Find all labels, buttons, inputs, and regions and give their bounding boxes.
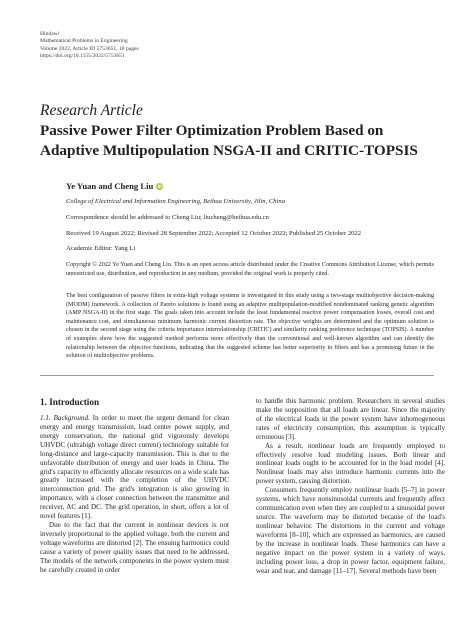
article-type: Research Article <box>40 102 143 119</box>
subsection-heading: 1.1. Background. <box>40 414 90 422</box>
body-paragraph: Consumers frequently employ nonlinear loads [5–7] in power systems, which have nonsinusoidal currents and frequently affect communication even when they are coupled to a sinusoidal power source. The waveform may be distorted because of the load's nonlinear behavior. The distortions in the current and voltage waveforms [8–10], which are expressed as harmonics, are caused by the increase in nonlinear loads. These harmonics can have a negative impact on the power system in a variety of ways, including power loss, a drop in power factor, equipment failure, wear and tear, and damage [11–17]. Several methods have been <box>256 486 445 575</box>
left-column <box>40 414 229 575</box>
right-column <box>256 397 445 575</box>
publisher-name: Hindawi <box>40 31 60 37</box>
academic-editor: Academic Editor: Yang Li <box>66 245 136 252</box>
author-names: Ye Yuan and Cheng Liu <box>66 181 154 191</box>
copyright-notice: Copyright © 2022 Ye Yuan and Cheng Liu. This is an open access article distributed under the Creative Commons Attribution License, which permits unrestricted use, distribution, and reproduction in any medium, provided the original work is properly cited. <box>66 262 434 277</box>
publication-dates: Received 19 August 2022; Revised 28 September 2022; Accepted 12 October 2022; Published 25 October 2022 <box>66 230 362 237</box>
body-paragraph <box>40 414 229 521</box>
body-paragraph: As a result, nonlinear loads are frequently employed to effectively resolve load modeling issues. Both linear and nonlinear loads ought to be accounted for in the load model [4]. Nonlinear loads may also introduce harmonic currents into the power system, causing distortion. <box>256 441 445 486</box>
journal-masthead <box>40 31 139 60</box>
author-line <box>66 181 163 191</box>
doi-link[interactable]: https://doi.org/10.1155/2022/5753651 <box>40 52 125 59</box>
journal-name: Mathematical Problems in Engineering <box>40 38 128 45</box>
section-heading: 1. Introduction <box>40 397 100 407</box>
abstract: The best configuration of passive filters in extra-high voltage systems is investigated in this study using a two-stage multiobjective decision-making (MODM) framework. A collection of Pareto solutions is found using an adaptive multipopulation-modified nondominated ranking genetic algorithm (AMP NSGA-II) in the first stage. The goals taken into account include the least fundamental reactive power compensation losses, overall cost and maintenance cost, and simultaneous minimum harmonic current distortion rate. The objective weights are determined and the optimum solution is chosen in the second stage using the criteria importance interrelationship (CRITIC) and similarity ranking preference technique (TOPSIS). A number of examples show how the suggested method performs more effectively than the conventional and well-known algorithm and can identify the relationship between the objective functions, indicating that the suggested scheme has better superiority in filters and has a promising future in the solution of multiobjective problems. <box>66 293 434 360</box>
correspondence: Correspondence should be addressed to Cheng Liu; liucheng@beihua.edu.cn <box>66 214 269 221</box>
body-paragraph: to handle this harmonic problem. Researchers in several studies make the supposition that all loads are linear. Since the majority of the electrical loads in the power system have inhomogeneous rates of electricity consumption, this assumption is typically erroneous [3]. <box>256 397 445 441</box>
body-paragraph: Due to the fact that the current in nonlinear devices is not inversely proportional to the applied voltage, both the current and voltage waveforms are distorted [2]. The ensuing harmonics could cause a variety of power quality issues that need to be addressed. The models of the network components in the power system must be carefully created in order <box>40 521 229 574</box>
paragraph-text: In order to meet the urgent demand for clean energy and energy transmission, load center power supply, and energy conservation, the national grid vigorously develops UHVDC (ultrahigh voltage direct current) technology suitable for long-distance and large-capacity transmission. This is due to the unfavorable distribution of energy and user loads in China. The grid's capacity to efficiently allocate resources on a wide scale has greatly increased with the completion of the UHVDC interconnection grid. The grid's integration is also growing in importance, with a closer connection between the transmitter and receiver, AC and DC. The grid operation, in short, offers a lot of novel features [1]. <box>40 414 229 521</box>
article-title: Passive Power Filter Optimization Problem Based on Adaptive Multipopulation NSGA-II and CRITIC-TOPSIS <box>40 122 418 159</box>
orcid-icon[interactable]: iD <box>157 184 163 189</box>
volume-info: Volume 2022, Article ID 5753651, 18 pages <box>40 45 139 52</box>
author-affiliation: College of Electrical and Information Engineering, Beihua University, Jilin, China <box>66 198 286 205</box>
section-divider <box>40 375 434 376</box>
